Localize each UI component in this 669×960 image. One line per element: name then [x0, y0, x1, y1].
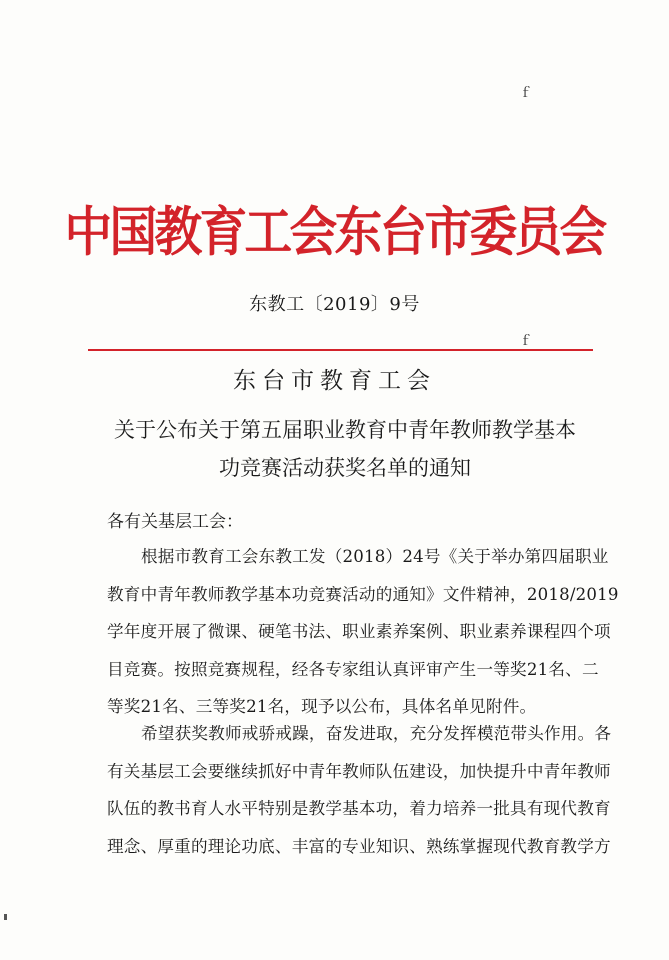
paragraph-line: 学年度开展了微课、硬笔书法、职业素养案例、职业素养课程四个项	[107, 622, 611, 641]
paragraph-line: 根据市教育工会东教工发（2018）24号《关于举办第四届职业	[141, 547, 609, 566]
body-paragraph	[107, 538, 619, 726]
paragraph-line: 队伍的教书育人水平特别是教学基本功，着力培养一批具有现代教育	[107, 799, 611, 818]
paragraph-line: 希望获奖教师戒骄戒躁，奋发进取，充分发挥模范带头作用。各	[141, 724, 612, 743]
paragraph-line: 目竞赛。按照竞赛规程，经各专家组认真评审产生一等奖21名、二	[107, 659, 599, 679]
paragraph-line: 理念、厚重的理论功底、丰富的专业知识、熟练掌握现代教育教学方	[107, 836, 611, 856]
body-paragraph	[107, 715, 612, 865]
stray-mark: ｆ	[519, 334, 533, 349]
document-number: 东教工〔2019〕9号	[249, 294, 420, 315]
org-header-title: 中国教育工会东台市委员会	[64, 202, 605, 263]
paragraph-line: 教育中青年教师教学基本功竞赛活动的通知》文件精神，2018/2019	[107, 584, 619, 604]
scan-margin-mark	[4, 914, 7, 920]
paragraph-line: 等奖21名、三等奖21名，现予以公布，具体名单见附件。	[107, 697, 537, 716]
issuer-name: 东台市教育工会	[233, 368, 436, 394]
salutation: 各有关基层工会：	[107, 512, 243, 532]
notice-title	[110, 411, 580, 487]
paragraph-line: 有关基层工会要继续抓好中青年教师队伍建设，加快提升中青年教师	[107, 761, 611, 781]
notice-title-line: 关于公布关于第五届职业教育中青年教师教学基本	[114, 418, 576, 442]
red-divider-line	[88, 349, 593, 351]
notice-title-line: 功竞赛活动获奖名单的通知	[219, 456, 471, 480]
stray-mark: ｆ	[519, 86, 533, 101]
